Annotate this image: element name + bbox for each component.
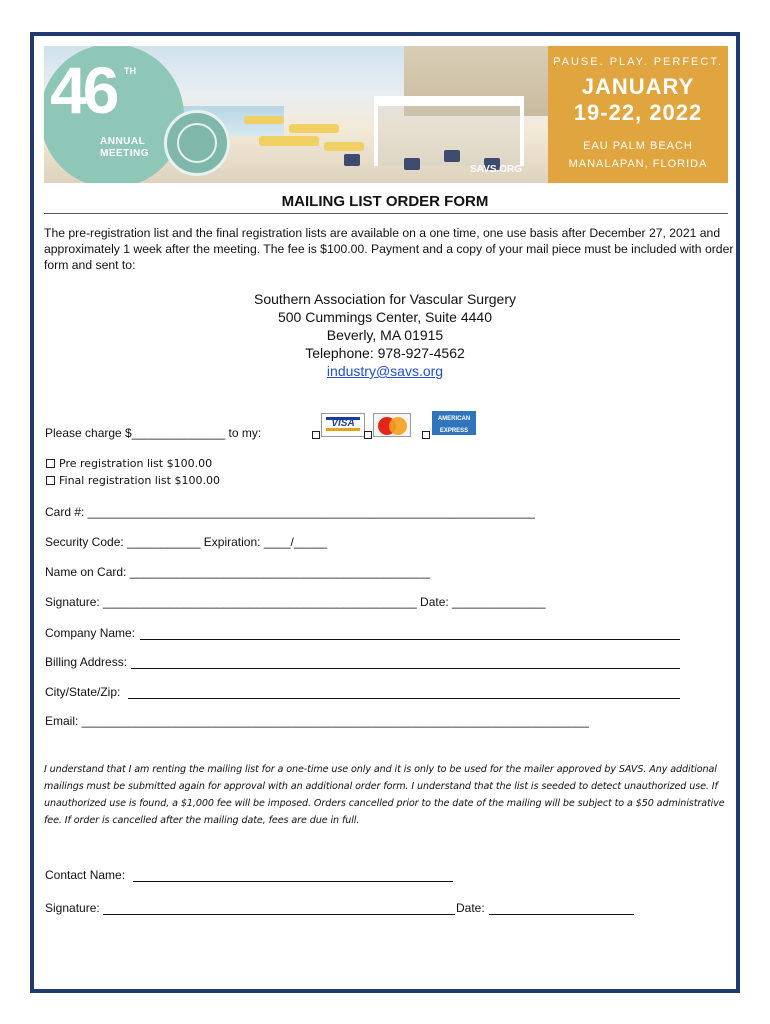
signature-field[interactable]: Signature: Date:	[45, 901, 100, 915]
address-phone: Telephone: 978-927-4562	[305, 345, 465, 361]
meeting-number-suffix: TH	[124, 66, 136, 76]
mastercard-icon	[373, 413, 411, 437]
date-panel	[548, 46, 728, 183]
title-divider	[44, 213, 728, 214]
city: MANALAPAN, FLORIDA	[568, 158, 708, 170]
terms-disclaimer: I understand that I am renting the mailing list for a one-time use only and it is only to be used for the mailer approved by SAVS. Any additional mailings must be submitted again for approval with an additional order form. I understand that the list is seeded to detect unauthorized use. If unauthorized use is found, a $1,000 fee will be imposed. Orders cancelled prior to the date of the mailing will be subject to a $50 administrative fee. If order is cancelled after the mailing date, fees are due in full.	[44, 764, 725, 826]
amex-checkbox[interactable]	[422, 431, 430, 439]
address-city: Beverly, MA 01915	[326, 327, 444, 343]
card-number-field[interactable]: Card #: ___________________________________________________________________	[45, 505, 535, 519]
mailing-address	[0, 290, 770, 380]
city-state-zip-field[interactable]: City/State/Zip:	[45, 685, 120, 699]
date-line[interactable]	[489, 914, 634, 915]
meeting-label: ANNUAL MEETING	[100, 136, 150, 159]
billing-address-field[interactable]: Billing Address:	[45, 655, 127, 669]
email-field[interactable]: Email: ____________________________________________________________________________	[45, 714, 589, 728]
final-registration-option[interactable]: Final registration list $100.00	[46, 474, 220, 487]
date-label: Date:	[456, 901, 485, 915]
signature-date-field[interactable]: Signature: _______________________________________________ Date: ______________	[45, 595, 546, 609]
tagline: PAUSE. PLAY. PERFECT.	[553, 56, 723, 68]
address-street: 500 Cummings Center, Suite 4440	[277, 309, 492, 325]
intro-paragraph: The pre-registration list and the final registration lists are available on a one time, one use basis after December 27, 2021 and approximately 1 week after the meeting. The fee is $100.00. Payment and a copy of your mail piece must be included with order form and sent to:	[44, 226, 734, 272]
visa-icon: VISA	[321, 413, 365, 437]
savs-seal-icon	[164, 110, 230, 176]
pre-registration-checkbox[interactable]	[46, 459, 55, 468]
name-on-card-field[interactable]: Name on Card: _____________________________________________	[45, 565, 431, 579]
page-title: MAILING LIST ORDER FORM	[281, 193, 489, 210]
meeting-logo	[44, 46, 184, 183]
meeting-banner	[44, 46, 728, 183]
month: JANUARY	[581, 74, 695, 99]
meeting-number: 46	[50, 53, 116, 127]
contact-name-field[interactable]: Contact Name:	[45, 868, 125, 882]
email-link[interactable]: industry@savs.org	[326, 363, 444, 379]
address-org: Southern Association for Vascular Surgery	[254, 291, 516, 307]
company-name-field[interactable]: Company Name:	[45, 626, 135, 640]
final-registration-checkbox[interactable]	[46, 476, 55, 485]
mastercard-checkbox[interactable]	[364, 431, 372, 439]
pre-registration-option[interactable]: Pre registration list $100.00	[46, 457, 212, 470]
days: 19-22, 2022	[573, 100, 703, 125]
security-expiration-field[interactable]: Security Code: ___________ Expiration: ____/_____	[45, 535, 328, 549]
visa-checkbox[interactable]	[312, 431, 320, 439]
website-label: SAVS.ORG	[470, 164, 523, 175]
american-express-icon: AMERICAN EXPRESS	[432, 411, 476, 435]
charge-line: Please charge $______________ to my:	[45, 426, 262, 440]
venue: EAU PALM BEACH	[583, 140, 693, 152]
